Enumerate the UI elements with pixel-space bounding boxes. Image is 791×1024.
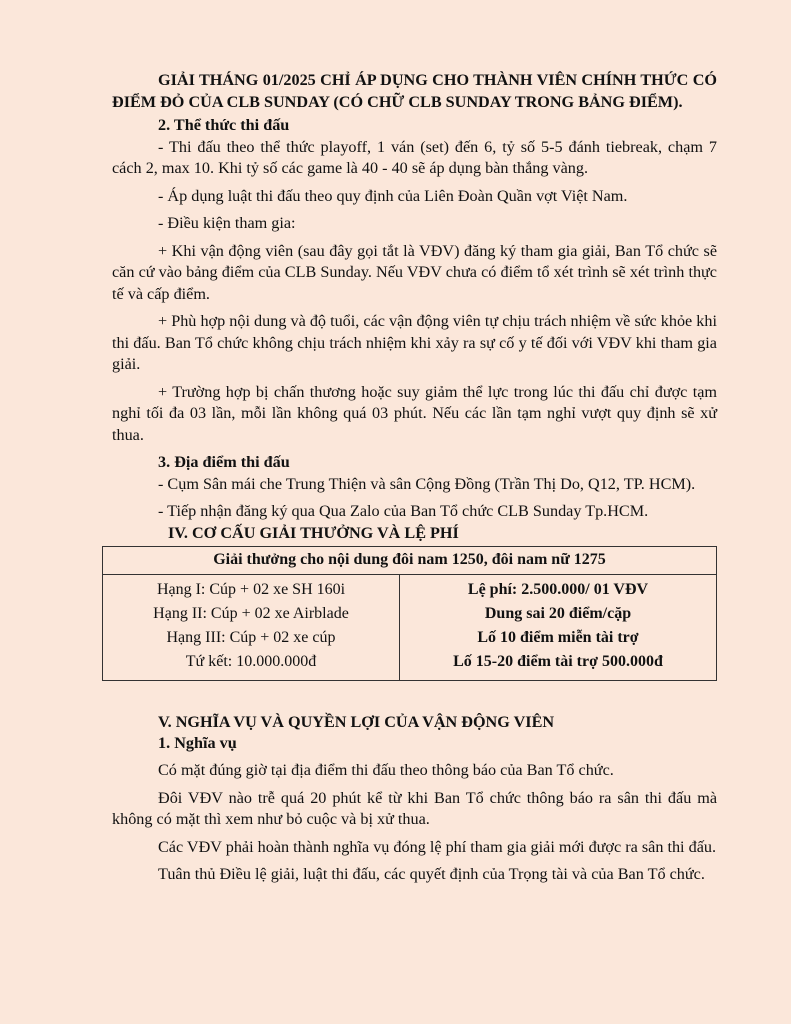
prize-item: Hạng III: Cúp + 02 xe cúp <box>166 628 336 646</box>
section-4-heading: IV. CƠ CẤU GIẢI THƯỞNG VÀ LỆ PHÍ <box>168 523 459 542</box>
prize-item: Hạng II: Cúp + 02 xe Airblade <box>153 604 349 622</box>
section-5-subheading: 1. Nghĩa vụ <box>158 733 237 752</box>
section-2-paragraph: + Phù hợp nội dung và độ tuổi, các vận động viên tự chịu trách nhiệm về sức khỏe khi thi đấu. Ban Tổ chức không chịu trách nhiệm khi xảy ra sự cố y tế đối với VĐV khi tham gia giải. <box>112 312 717 373</box>
document-page <box>112 70 717 892</box>
section-2-paragraph: - Điều kiện tham gia: <box>158 214 296 232</box>
fee-item: Lố 15-20 điểm tài trợ 500.000đ <box>453 652 663 670</box>
section-2-paragraph: - Thi đấu theo thể thức playoff, 1 ván (set) đến 6, tỷ số 5-5 đánh tiebreak, chạm 7 cách 2, max 10. Khi tỷ số các game là 40 - 40 sẽ áp dụng bàn thắng vàng. <box>112 137 717 177</box>
fee-item: Lệ phí: 2.500.000/ 01 VĐV <box>467 580 649 598</box>
section-3-paragraph: - Cụm Sân mái che Trung Thiện và sân Cộng Đồng (Trần Thị Do, Q12, TP. HCM). <box>158 474 696 493</box>
section-5-paragraph: Đôi VĐV nào trễ quá 20 phút kể từ khi Ban Tổ chức thông báo ra sân thi đấu mà không có mặt thì xem như bỏ cuộc và bị xử thua. <box>112 788 717 828</box>
fee-item: Dung sai 20 điểm/cặp <box>484 604 632 622</box>
section-3-heading: 3. Địa điểm thi đấu <box>158 453 290 471</box>
prize-item: Hạng I: Cúp + 02 xe SH 160i <box>156 580 346 598</box>
section-5-paragraph: Có mặt đúng giờ tại địa điểm thi đấu theo thông báo của Ban Tổ chức. <box>158 761 614 779</box>
fee-list-cell <box>400 574 717 680</box>
membership-notice: GIẢI THÁNG 01/2025 CHỈ ÁP DỤNG CHO THÀNH VIÊN CHÍNH THỨC CÓ ĐIỂM ĐỎ CỦA CLB SUNDAY (CÓ CHỮ CLB SUNDAY TRONG BẢNG ĐIỂM). <box>112 71 717 111</box>
prize-table-header: Giải thưởng cho nội dung đôi nam 1250, đôi nam nữ 1275 <box>103 546 717 574</box>
section-2-heading: 2. Thể thức thi đấu <box>158 116 290 134</box>
prize-item: Tứ kết: 10.000.000đ <box>185 652 317 670</box>
prize-table <box>102 546 717 681</box>
fee-item: Lố 10 điểm miễn tài trợ <box>477 628 639 646</box>
section-3-paragraph: - Tiếp nhận đăng ký qua Qua Zalo của Ban Tổ chức CLB Sunday Tp.HCM. <box>158 502 649 520</box>
section-5-paragraph: Tuân thủ Điều lệ giải, luật thi đấu, các quyết định của Trọng tài và của Ban Tổ chức. <box>158 865 705 883</box>
section-5-heading: V. NGHĨA VỤ VÀ QUYỀN LỢI CỦA VẬN ĐỘNG VIÊN <box>158 712 555 731</box>
section-2-paragraph: - Áp dụng luật thi đấu theo quy định của Liên Đoàn Quần vợt Việt Nam. <box>158 186 628 205</box>
section-2-paragraph: + Trường hợp bị chấn thương hoặc suy giảm thể lực trong lúc thi đấu chỉ được tạm nghỉ tối đa 03 lần, mỗi lần không quá 03 phút. Nếu các lần tạm nghỉ vượt quy định sẽ xử thua. <box>112 382 717 444</box>
prize-list-cell <box>103 574 400 680</box>
section-2-paragraph: + Khi vận động viên (sau đây gọi tắt là VĐV) đăng ký tham gia giải, Ban Tổ chức sẽ căn cứ vào bảng điểm của CLB Sunday. Nếu VĐV chưa có điểm tổ xét trình sẽ xét trình thực tế và cấp điểm. <box>112 241 717 303</box>
section-5-paragraph: Các VĐV phải hoàn thành nghĩa vụ đóng lệ phí tham gia giải mới được ra sân thi đấu. <box>158 837 717 856</box>
